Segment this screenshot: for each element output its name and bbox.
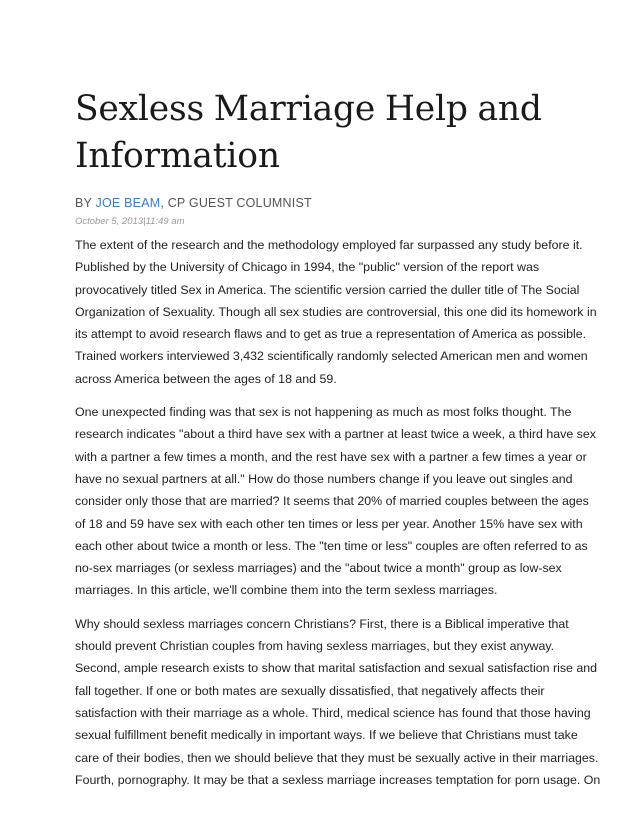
article-title	[75, 86, 575, 180]
paragraph-line: research indicates "about a third have sex with a partner at least twice a week, a third have sex	[75, 427, 596, 442]
paragraph-line: marriages. In this article, we'll combine them into the term sexless marriages.	[75, 583, 498, 598]
paragraph-line: have no sexual partners at all." How do those numbers change if you leave out singles and	[75, 471, 573, 486]
paragraph-line: provocatively titled Sex in America. The scientific version carried the duller title of The Social	[75, 282, 580, 297]
paragraph-line: across America between the ages of 18 and 59.	[75, 371, 337, 386]
paragraph-line: Second, ample research exists to show that marital satisfaction and sexual satisfaction rise and	[75, 661, 598, 676]
paragraph-line: consider only those that are married? It seems that 20% of married couples between the ages	[75, 494, 589, 509]
paragraph-2	[75, 401, 596, 602]
paragraph-line: each other about twice a month or less. The "ten time or less" couples are often referred to as	[75, 538, 588, 553]
article-title-line-2: Information	[75, 136, 280, 176]
article	[75, 86, 601, 791]
article-title-line-1: Sexless Marriage Help and	[75, 89, 542, 129]
byline-prefix: BY	[75, 196, 96, 210]
author-link[interactable]: JOE BEAM	[95, 196, 161, 210]
paragraph-line: its attempt to avoid research flaws and to get as true a representation of America as possible.	[75, 327, 587, 342]
paragraph-line: Fourth, pornography. It may be that a sexless marriage increases temptation for porn usage. On	[75, 772, 601, 787]
paragraph-line: Why should sexless marriages concern Christians? First, there is a Biblical imperative that	[75, 616, 569, 631]
paragraph-line: Published by the University of Chicago in 1994, the "public" version of the report was	[75, 260, 540, 275]
paragraph-3	[75, 613, 601, 791]
paragraph-line: should prevent Christian couples from having sexless marriages, but they exist anyway.	[75, 639, 555, 654]
byline	[75, 196, 575, 210]
paragraph-line: care of their bodies, then we should believe that they must be sexually active in their marriages.	[75, 750, 599, 765]
paragraph-line: Trained workers interviewed 3,432 scientifically randomly selected American men and women	[75, 349, 588, 364]
paragraph-line: of 18 and 59 have sex with each other ten times or less per year. Another 15% have sex with	[75, 516, 583, 531]
paragraph-line: sexual fulfillment benefit medically in important ways. If we believe that Christians must take	[75, 728, 578, 743]
paragraph-1	[75, 234, 597, 390]
paragraph-line: The extent of the research and the methodology employed far surpassed any study before it.	[75, 238, 583, 252]
byline-role: , CP GUEST COLUMNIST	[160, 196, 312, 210]
paragraph-line: no-sex marriages (or sexless marriages) and the "about twice a month" group as low-sex	[75, 561, 562, 576]
paragraph-line: with a partner a few times a month, and the rest have sex with a partner a few times a year or	[75, 449, 587, 464]
paragraph-line: satisfaction with their marriage as a whole. Third, medical science has found that those having	[75, 705, 591, 720]
paragraph-line: Organization of Sexuality. Though all sex studies are controversial, this one did its homework in	[75, 304, 597, 319]
paragraph-line: fall together. If one or both mates are sexually dissatisfied, that negatively affects their	[75, 683, 545, 698]
publish-date: October 5, 2013|11:49 am	[75, 216, 185, 227]
paragraph-line: One unexpected finding was that sex is not happening as much as most folks thought. The	[75, 405, 572, 420]
